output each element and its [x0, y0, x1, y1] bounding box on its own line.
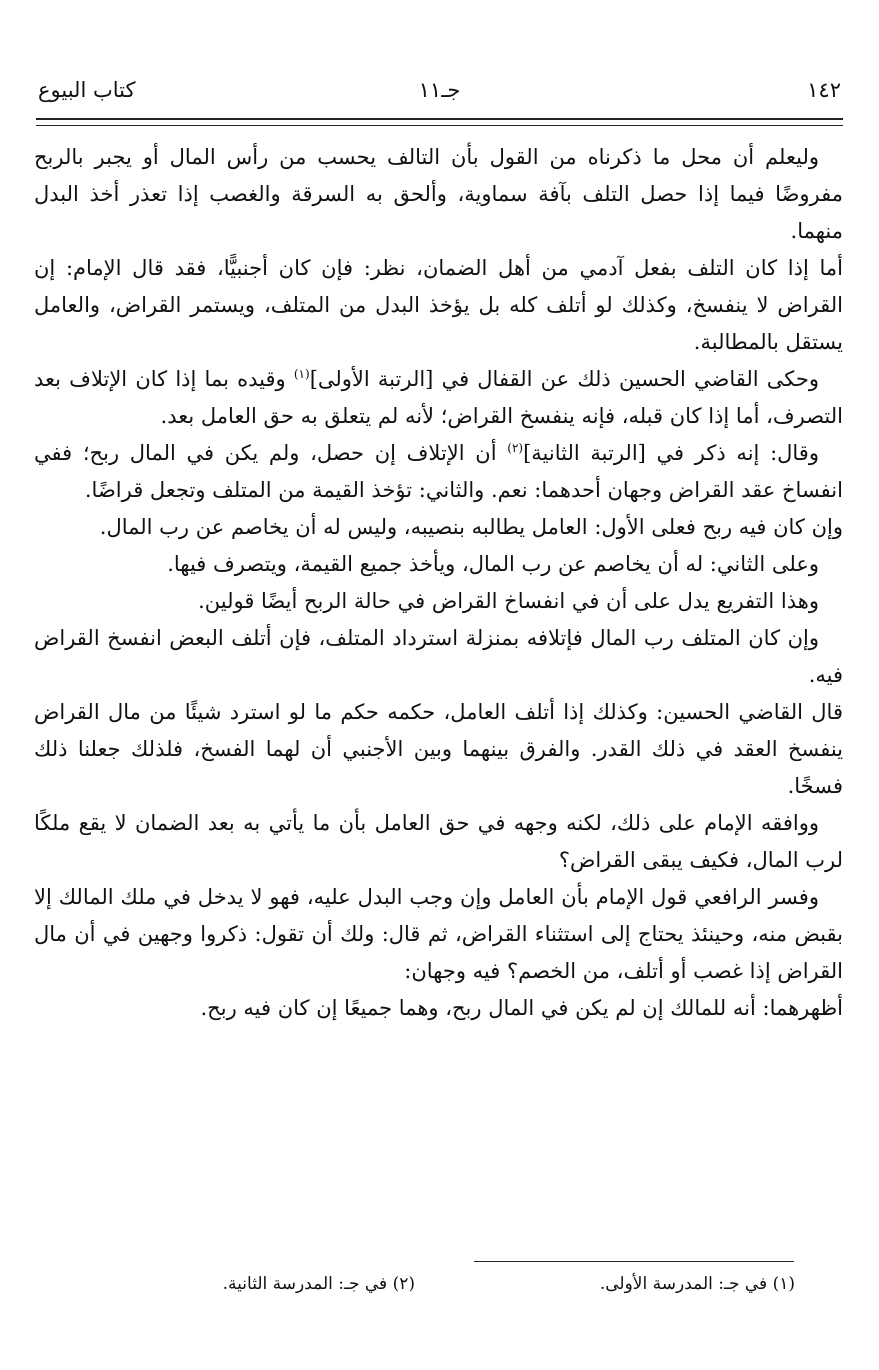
footnote-1: (١) في جـ: المدرسة الأولى.: [599, 1274, 795, 1294]
footnote-2: (٢) في جـ: المدرسة الثانية.: [222, 1274, 415, 1294]
paragraph-3-text-after: وقيده بما إذا كان الإتلاف بعد التصرف، أما إذا كان قبله، فإنه ينفسخ القراض؛ لأنه لم يتعلق به حق العامل بعد.: [34, 367, 843, 428]
main-text: [34, 139, 843, 1027]
paragraph-8: وإن كان المتلف رب المال فإتلافه بمنزلة استرداد المتلف، فإن أتلف البعض انفسخ القراض فيه.: [34, 626, 843, 687]
paragraph-3: [34, 361, 843, 435]
page-number: ١٤٢: [807, 78, 841, 102]
running-book-title: كتاب البيوع: [38, 78, 136, 102]
paragraph-10: ووافقه الإمام على ذلك، لكنه وجهه في حق العامل بأن ما يأتي به بعد الضمان لا يقع ملكًا لرب المال، فكيف يبقى القراض؟: [34, 811, 843, 872]
paragraph-5: وإن كان فيه ربح فعلى الأول: العامل يطالبه بنصيبه، وليس له أن يخاصم عن رب المال.: [99, 515, 843, 539]
footnote-separator: [474, 1261, 794, 1262]
paragraph-12: أظهرهما: أنه للمالك إن لم يكن في المال ربح، وهما جميعًا إن كان فيه ربح.: [200, 996, 843, 1020]
paragraph-4-text-before: وقال: إنه ذكر في [الرتبة الثانية]: [523, 441, 819, 465]
paragraph-6: وعلى الثاني: له أن يخاصم عن رب المال، ويأخذ جميع القيمة، ويتصرف فيها.: [167, 552, 819, 576]
paragraph-11: وفسر الرافعي قول الإمام بأن العامل وإن وجب البدل عليه، فهو لا يدخل في ملك المالك إلا بقبض منه، وحينئذ يحتاج إلى استثناء القراض، ثم قال: ولك أن تقول: ذكروا وجهين في أن مال القراض إذا غصب أو أتلف، من الخصم؟ فيه وجهان:: [34, 885, 843, 983]
header-double-rule: [36, 118, 843, 126]
footnote-marker-2: (٢): [507, 441, 524, 455]
footnote-marker-1: (١): [293, 367, 310, 381]
paragraph-4: [34, 435, 843, 509]
page-header: [38, 78, 841, 114]
volume-label: جـ١١: [418, 78, 461, 102]
paragraph-1: وليعلم أن محل ما ذكرناه من القول بأن التالف يحسب من رأس المال أو يجبر بالربح مفروضًا فيما إذا حصل التلف بآفة سماوية، وألحق به السرقة والغصب إذا تعذر أخذ البدل منهما.: [34, 145, 843, 243]
paragraph-2: أما إذا كان التلف بفعل آدمي من أهل الضمان، نظر: فإن كان أجنبيًّا، فقد قال الإمام: إن القراض لا ينفسخ، وكذلك لو أتلف كله بل يؤخذ البدل من المتلف، ويستمر القراض، والعامل يستقل بالمطالبة.: [34, 256, 843, 354]
paragraph-9: قال القاضي الحسين: وكذلك إذا أتلف العامل، حكمه حكم ما لو استرد شيئًا من مال القراض ينفسخ العقد في ذلك القدر. والفرق بينهما وبين الأجنبي أن لهما الفسخ، فلذلك جعلنا ذلك فسخًا.: [34, 700, 843, 798]
paragraph-3-text-before: وحكى القاضي الحسين ذلك عن القفال في [الرتبة الأولى]: [309, 367, 819, 391]
footnotes: [140, 1274, 795, 1308]
paragraph-7: وهذا التفريع يدل على أن في انفساخ القراض في حالة الربح أيضًا قولين.: [198, 589, 819, 613]
paragraph-4-text-after: أن الإتلاف إن حصل، ولم يكن في المال ربح؛ ففي انفساخ عقد القراض وجهان أحدهما: نعم. والثاني: تؤخذ القيمة من المتلف وتجعل قراضًا.: [34, 441, 843, 502]
